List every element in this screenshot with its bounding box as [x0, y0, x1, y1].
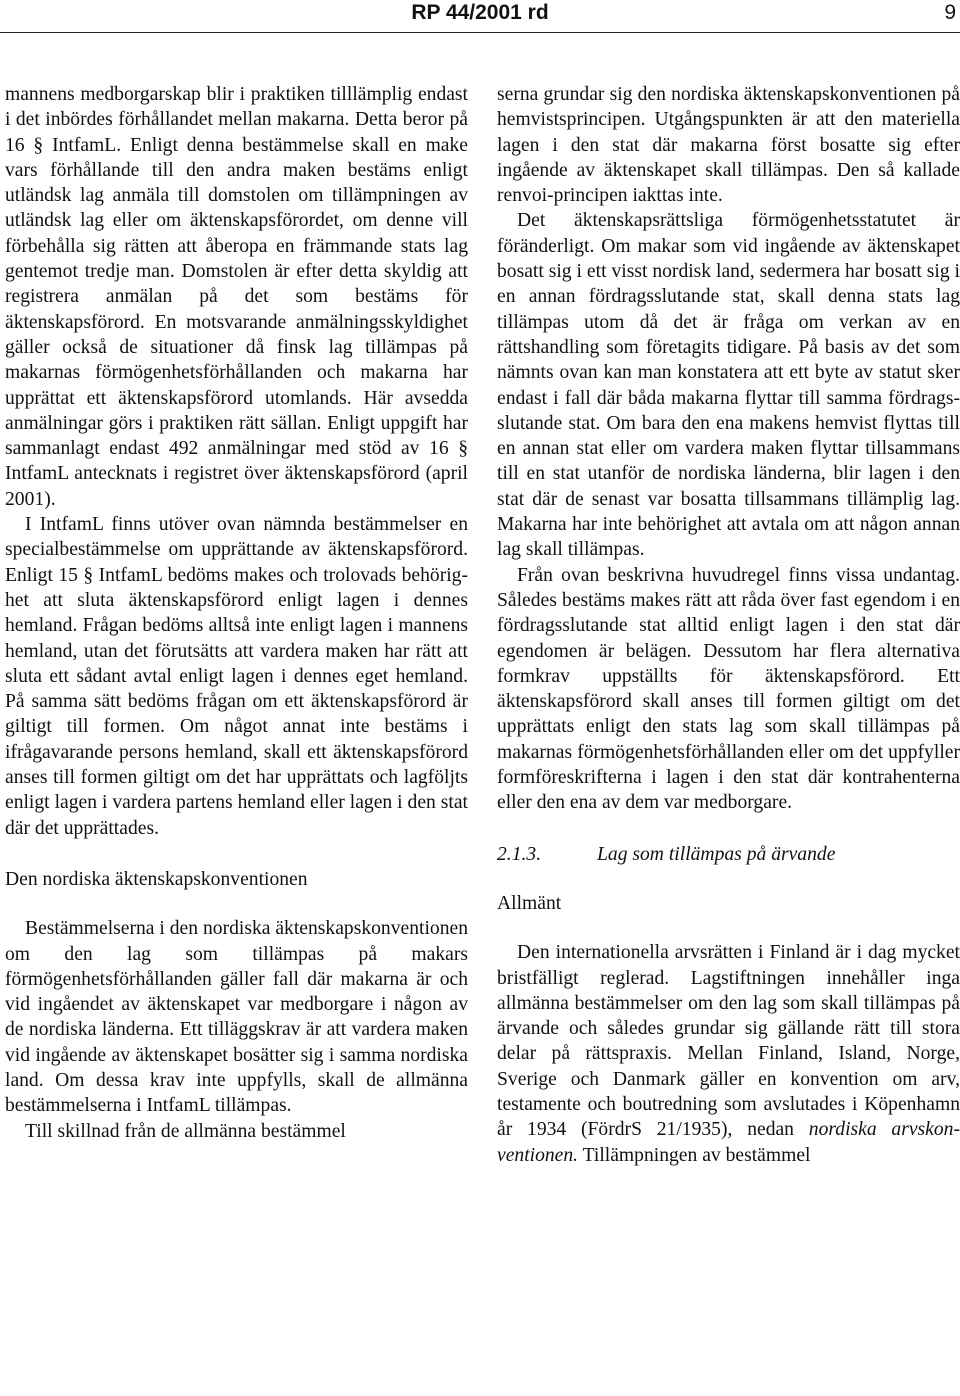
paragraph-text: Tillämpningen av bestämmel — [578, 1144, 811, 1166]
spacer — [5, 892, 468, 916]
paragraph: Från ovan beskrivna huvudregel finns vissa undantag. Således bestäms makes rätt att råda över fast egendom i en fördragsslutande stat alltid enligt lagen i den stat där egendomen är belägen. Dessutom har flera alternativa formkrav uppställts för äktenskapsförord. Ett äktenskapsförord skall anses till formen giltigt om det upprättats enligt den stats lag som skall tillämpas på makarnas förmögenhetsförhållanden eller om det uppfyller formföreskrifterna i lagen i den stat där kontrahenterna eller den ena av dem var medborgare. — [497, 564, 960, 814]
paragraph: Det äktenskapsrättsliga förmögenhetsstatutet är föränderligt. Om makar som vid ingående av äktenskapet bosatt sig i ett visst nordisk land, sedermera har bosatt sig i en annan fördragsslutande stat, skall denna stats lag tillämpas utom då det är fråga om verkan av en rättshandling som företagits tidigare. På basis av det som nämnts ovan kan man konstatera att ett byte av statut sker endast i fall där båda makarna flyttar till samma fördragsslutande stat. Om bara den ena makens hemvist flyttas till en annan stat eller om vardera maken flyttar tillsammans till en stat utanför de nordiska länderna, blir lagen i den stat där de senast var bosatta tillsammans tillämplig lag. Makarna har inte behörighet att avtala om att någon annan lag skall tillämpas. — [497, 210, 960, 561]
numbered-section-heading — [497, 842, 960, 867]
document-id: RP 44/2001 rd — [411, 1, 549, 24]
paragraph: Till skillnad från de allmänna bestämmel — [25, 1120, 346, 1142]
left-column — [5, 82, 468, 1394]
right-column — [497, 82, 960, 1394]
paragraph: serna grundar sig den nordiska äktenskapskonventionen på hemvistsprincipen. Utgångspunkten är att den materiella lagen i den stat där makarna först bosatte sig efter ingående av äktenskapet skall tillämpas. Den så kallade renvoi-principen iakttas inte. — [497, 84, 960, 207]
header-rule — [0, 32, 960, 33]
paragraph — [497, 940, 960, 1168]
spacer — [497, 816, 960, 842]
section-title: Lag som tillämpas på ärvande — [597, 843, 836, 865]
paragraph: Bestämmelserna i den nordiska äktenskapskonventionen om den lag som tillämpas på makars förmögenhetsförhållanden gäller fall där makarna är och vid ingåendet av äktenskapet var medborgare i någon av de nordiska länderna. Ett tilläggskrav är att vardera maken vid ingående av äktenskapet bosätter sig i samma nordiska land. Om dessa krav inte uppfylls, skall de allmänna bestämmelserna i IntfamL tillämpas. — [5, 918, 468, 1117]
paragraph: mannens medborgarskap blir i praktiken tilllämplig endast i det inbördes förhållandet mellan makarna. Detta beror på 16 § IntfamL. Enligt denna bestämmelse skall en make vars förhållande till den andra maken bestäms enligt utländsk lag anmäla till domstolen om tillämpningen av utländsk lag eller om äktenskapsförordet, om denne vill förbehålla sig rätten att åberopa en främmande stats lag gentemot tredje man. Domstolen är efter detta skyldig att registrera anmälan på det som bestäms för äktenskapsförord. En motsvarande anmälningsskyldighet gäller också de situationer då finsk lag tillämpas på makarnas förmögenhetsförhållanden och makarna har upprättat ett äktenskapsförord utomlands. Här avsedda anmälningar görs i praktiken rätt sällan. Enligt uppgift har sammanlagt endast 492 anmälningar med stöd av 16 § IntfamL antecknats i registret över äktenskapsförord (april 2001). — [5, 84, 468, 510]
page-header — [0, 0, 960, 32]
subheading: Allmänt — [497, 892, 562, 914]
section-heading: Den nordiska äktenskapskonventionen — [5, 868, 308, 890]
spacer — [5, 841, 468, 867]
paragraph-text: Den internationella arvsrätten i Finland är i dag mycket bristfälligt reglerad. Lagstiftningen innehåller inga allmänna bestämmelser om den lag som skall tillämpas på ärvande och således grundar sig gällande rätt till stora delar på rättspraxis. Mellan Finland, Island, Norge, Sverige och Danmark gäller en konvention om arv, testamente och boutredning som avslutades i Köpenhamn år 1934 (FördrS 21/1935), nedan — [497, 942, 960, 1141]
spacer — [497, 867, 960, 891]
italic-term: nordiska arvskonventionen. — [497, 1119, 960, 1166]
paragraph: I IntfamL finns utöver ovan nämnda bestämmelser en specialbestämmelse om upprättande av äktenskapsförord. Enligt 15 § IntfamL bedöms makes och trolovads behörighet att sluta äktenskapsförord enligt lagen i dennes hemland. Frågan bedöms alltså inte enligt lagen i mannens hemland, utan det förutsätts att vardera maken har rätt att sluta ett sådant avtal enligt lagen i dennes eget hemland. På samma sätt bedöms frågan om ett äktenskapsförord är giltigt till formen. Om något annat inte bestäms i ifrågavarande persons hemland, skall ett äktenskapsförord anses till formen giltigt om det har upprättats och lagföljts enligt lagen i vardera partens hemland eller lagen i den stat där det upprättades. — [5, 514, 468, 839]
spacer — [497, 916, 960, 940]
page-number: 9 — [944, 1, 956, 24]
section-number: 2.1.3. — [497, 843, 542, 865]
